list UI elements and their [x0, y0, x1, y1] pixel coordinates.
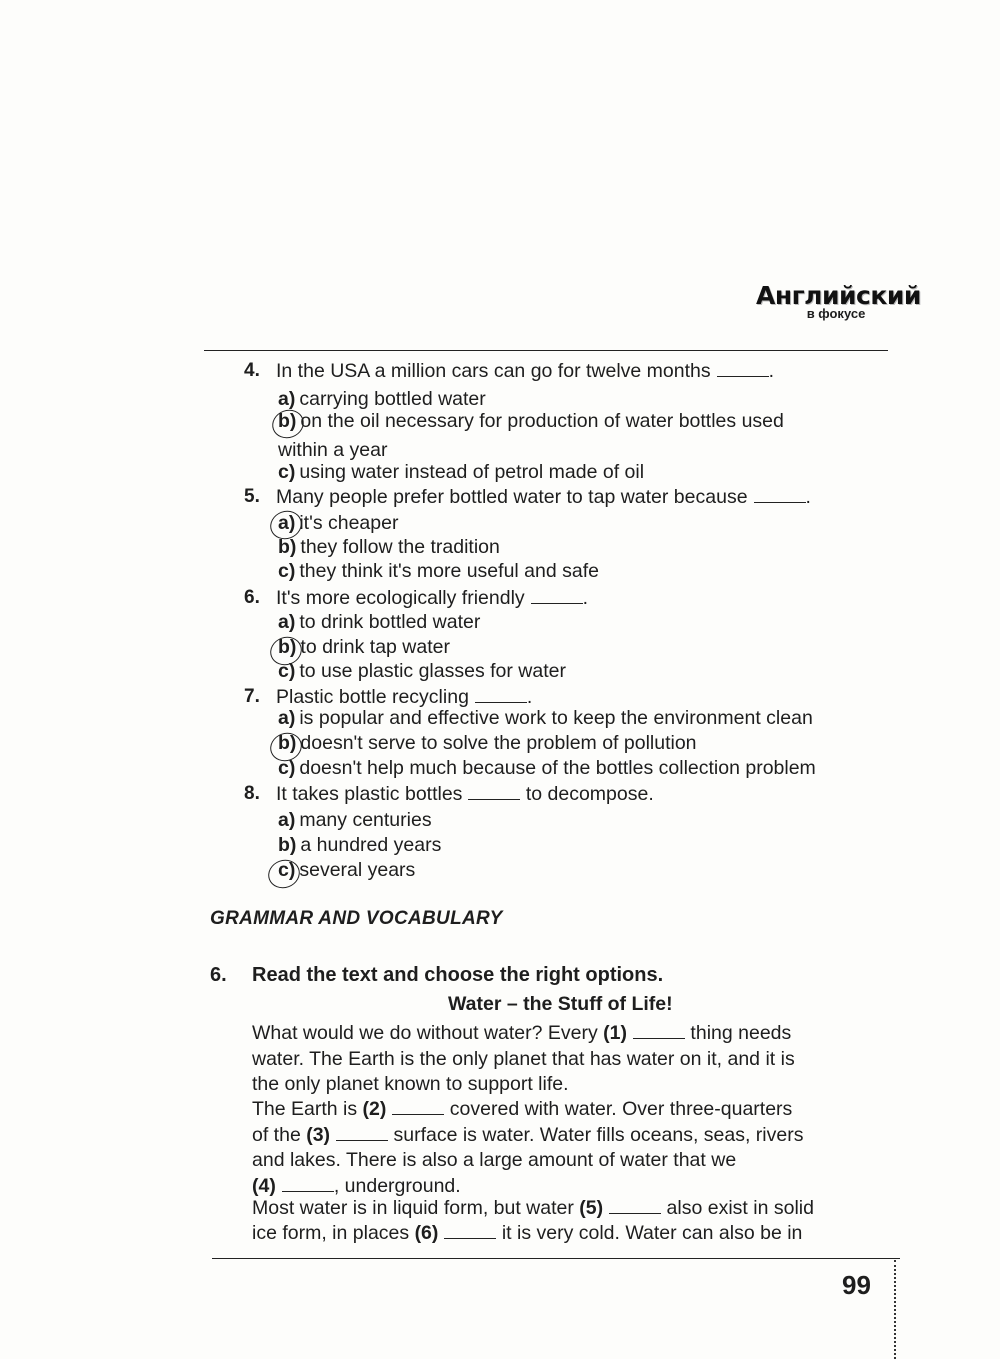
question-5-option-b: b) they follow the tradition: [278, 536, 500, 558]
question-6-option-a: a) to drink bottled water: [278, 611, 481, 633]
question-8-option-b: b) a hundred years: [278, 834, 442, 856]
logo-subtitle: в фокусе: [806, 306, 866, 321]
paragraph-line: the only planet known to support life.: [252, 1073, 569, 1095]
paragraph-line: (4) , underground.: [252, 1175, 461, 1197]
header-rule: [204, 350, 888, 351]
question-4-option-a: a) carrying bottled water: [278, 388, 486, 410]
paragraph-line: The Earth is (2) covered with water. Over three-quarters: [252, 1098, 793, 1120]
question-6-option-b: b) to drink tap water: [278, 636, 450, 658]
question-4-option-c: c) using water instead of petrol made of oil: [278, 461, 645, 483]
question-5-text: Many people prefer bottled water to tap water because .: [276, 486, 811, 508]
question-6-number: 6.: [244, 587, 260, 608]
question-5-option-a: a) it's cheaper: [278, 512, 399, 534]
paragraph-line: of the (3) surface is water. Water fills oceans, seas, rivers: [252, 1124, 804, 1146]
question-8-option-c: c) several years: [278, 859, 416, 881]
page-number: 99: [842, 1270, 871, 1300]
question-7-option-b: b) doesn't serve to solve the problem of pollution: [278, 732, 697, 754]
question-8-text: It takes plastic bottles to decompose.: [276, 783, 654, 805]
paragraph-line: What would we do without water? Every (1) thing needs: [252, 1022, 792, 1044]
question-6-text: It's more ecologically friendly .: [276, 587, 589, 609]
question-4-option-b-cont: within a year: [278, 439, 388, 461]
question-7-number: 7.: [244, 686, 260, 707]
paragraph-line: Most water is in liquid form, but water (5) also exist in solid: [252, 1197, 814, 1219]
question-7-text: Plastic bottle recycling .: [276, 686, 533, 708]
paragraph-line: and lakes. There is also a large amount of water that we: [252, 1149, 737, 1171]
question-5-option-c: c) they think it's more useful and safe: [278, 560, 599, 582]
question-6-option-c: c) to use plastic glasses for water: [278, 660, 566, 682]
question-7-option-a: a) is popular and effective work to keep the environment clean: [278, 707, 813, 729]
question-8-option-a: a) many centuries: [278, 809, 432, 831]
footer-rule: [212, 1258, 900, 1259]
question-5-number: 5.: [244, 486, 260, 507]
question-4-text: In the USA a million cars can go for twelve months .: [276, 360, 775, 382]
text-title: Water – the Stuff of Life!: [448, 993, 673, 1015]
section-heading: GRAMMAR AND VOCABULARY: [210, 908, 503, 929]
task-number: 6.: [210, 964, 227, 986]
binding-edge: [894, 1260, 896, 1359]
task-instruction: Read the text and choose the right options.: [252, 964, 664, 986]
question-7-option-c: c) doesn't help much because of the bottles collection problem: [278, 757, 816, 779]
question-8-number: 8.: [244, 783, 260, 804]
logo-title: Английский: [756, 281, 921, 310]
publisher-logo: [756, 281, 921, 321]
paragraph-line: water. The Earth is the only planet that has water on it, and it is: [252, 1048, 795, 1070]
paragraph-line: ice form, in places (6) it is very cold. Water can also be in: [252, 1222, 803, 1244]
question-4-number: 4.: [244, 360, 260, 381]
question-4-option-b: b) on the oil necessary for production of water bottles used: [278, 410, 784, 432]
